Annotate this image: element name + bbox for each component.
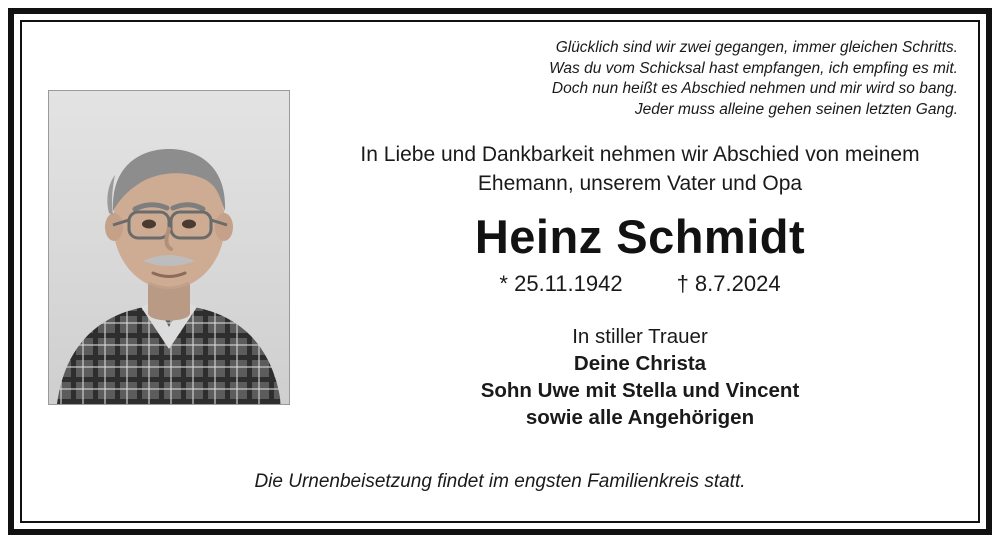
intro-line-2: Ehemann, unserem Vater und Opa xyxy=(477,172,803,195)
verse-line-1: Glücklich sind wir zwei gegangen, immer gleichen Schritts. xyxy=(555,39,958,56)
mourning-lead: In stiller Trauer xyxy=(572,325,708,349)
mourner-line-1: Deine Christa xyxy=(573,352,707,376)
mourner-line-3: sowie alle Angehörigen xyxy=(525,406,755,430)
funeral-note: Die Urnenbeisetzung findet im engsten Familienkreis statt. xyxy=(254,471,746,492)
verse-block xyxy=(314,38,958,120)
verse-line-4: Jeder muss alleine gehen seinen letzten Gang. xyxy=(634,100,958,118)
text-column xyxy=(314,38,966,519)
verse-line-2: Was du vom Schicksal hast empfangen, ich empfing es mit. xyxy=(549,59,958,77)
mourner-line-2: Sohn Uwe mit Stella und Vincent xyxy=(480,379,800,403)
intro-block xyxy=(314,140,966,198)
verse-line-3: Doch nun heißt es Abschied nehmen und mir wird so bang. xyxy=(551,80,958,97)
deceased-name: Heinz Schmidt xyxy=(474,210,806,263)
portrait-illustration xyxy=(49,91,289,404)
life-dates xyxy=(314,271,966,297)
portrait-photo xyxy=(48,90,290,405)
mourners-block xyxy=(314,323,966,431)
notice-content xyxy=(24,24,976,519)
birth-date: * 25.11.1942 xyxy=(499,271,623,297)
death-date: † 8.7.2024 xyxy=(676,271,781,297)
intro-line-1: In Liebe und Dankbarkeit nehmen wir Abschied von meinem xyxy=(360,143,920,166)
